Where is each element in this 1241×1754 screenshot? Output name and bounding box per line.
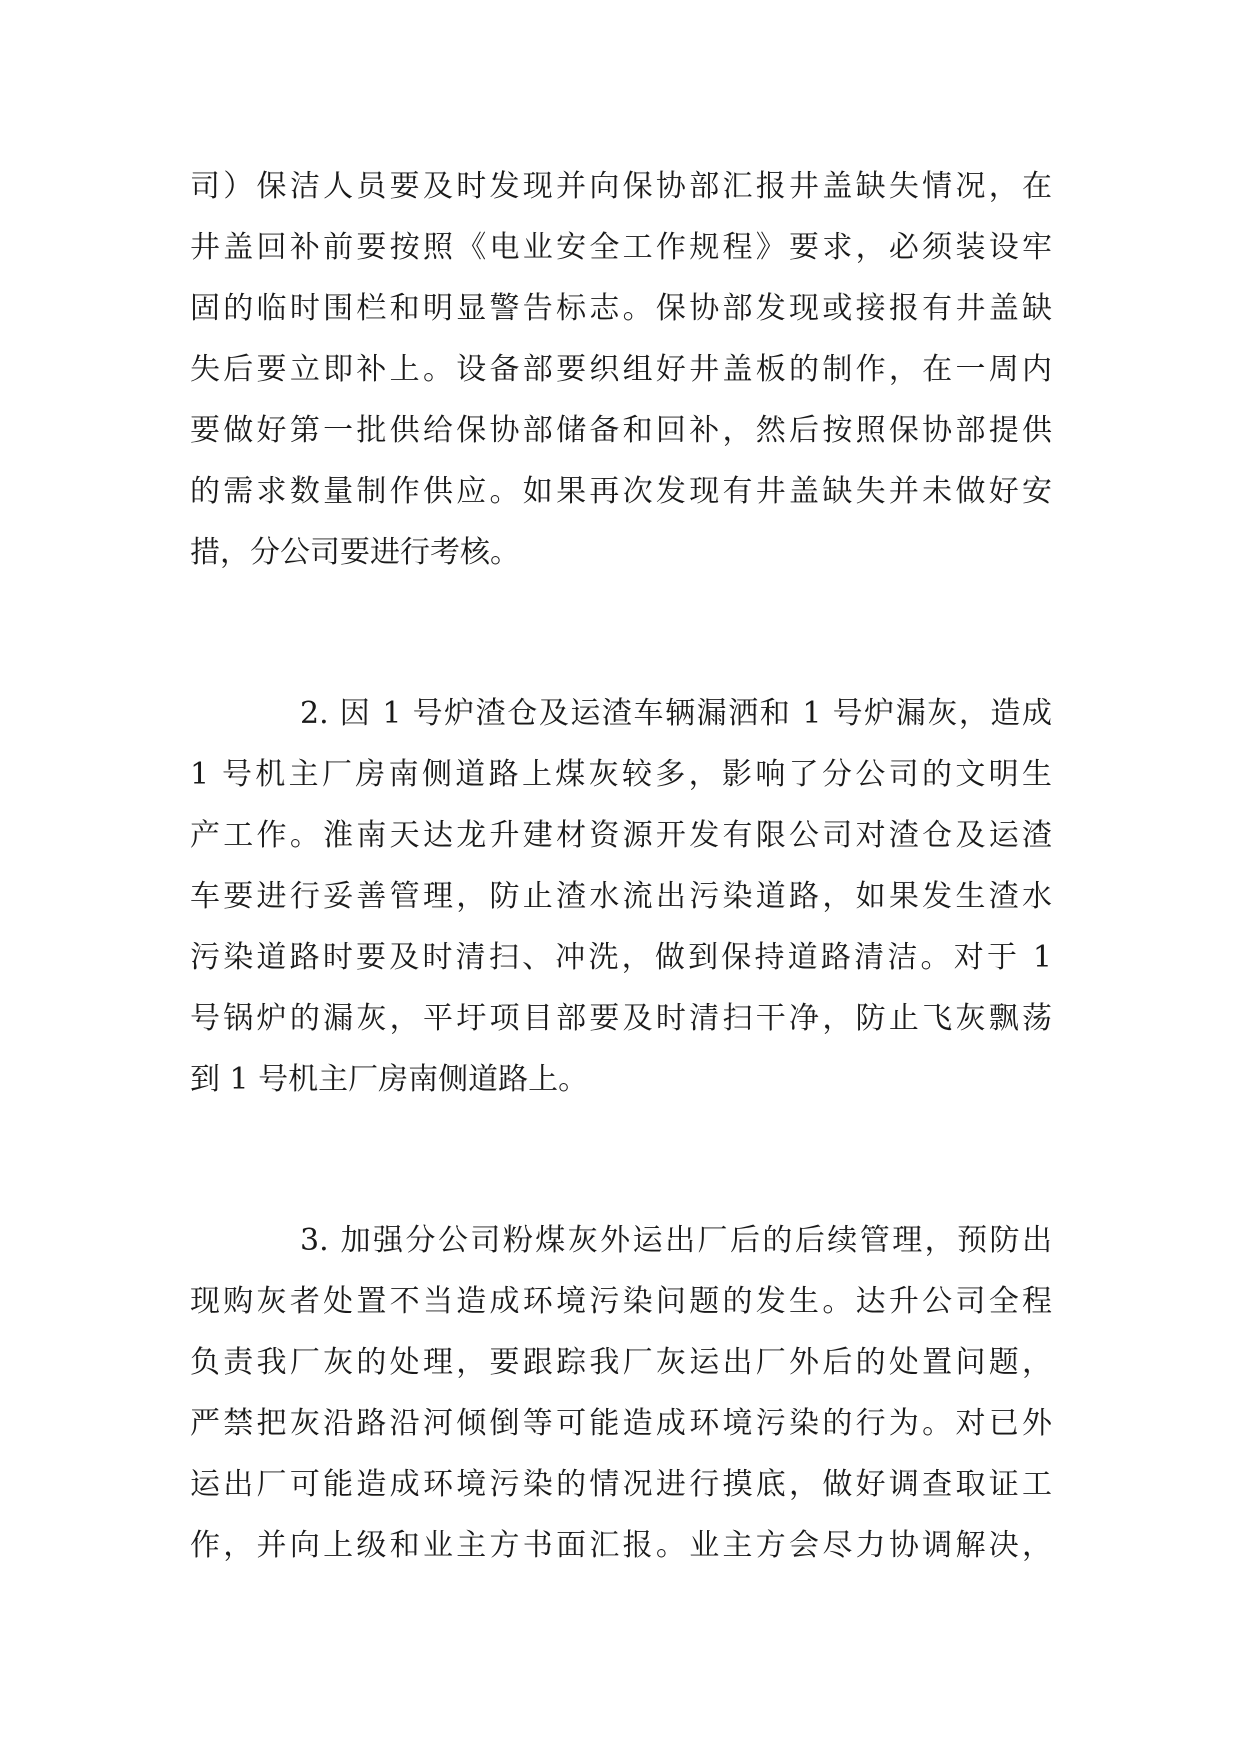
text-line: 措，分公司要进行考核。 — [190, 535, 520, 570]
text-line: 失后要立即补上。设备部要织组好井盖板的制作，在一周内 — [190, 352, 1052, 387]
paragraph-item-3 — [190, 1210, 1052, 1576]
text-line: 井盖回补前要按照《电业安全工作规程》要求，必须装设牢 — [190, 230, 1052, 265]
text-line: 司）保洁人员要及时发现并向保协部汇报井盖缺失情况，在 — [190, 169, 1052, 204]
text-line: 要做好第一批供给保协部储备和回补，然后按照保协部提供 — [190, 413, 1052, 448]
text-line: 到 1 号机主厂房南侧道路上。 — [190, 1062, 589, 1097]
text-line: 号锅炉的漏灰，平圩项目部要及时清扫干净，防止飞灰飘荡 — [190, 1001, 1052, 1036]
text-line: 污染道路时要及时清扫、冲洗，做到保持道路清洁。对于 1 — [190, 940, 1052, 975]
text-line: 作，并向上级和业主方书面汇报。业主方会尽力协调解决， — [190, 1528, 1052, 1563]
text-line: 负责我厂灰的处理，要跟踪我厂灰运出厂外后的处置问题， — [190, 1345, 1052, 1380]
text-line: 产工作。淮南天达龙升建材资源开发有限公司对渣仓及运渣 — [190, 818, 1052, 853]
text-line: 的需求数量制作供应。如果再次发现有井盖缺失并未做好安 — [190, 474, 1052, 509]
paragraph-manhole-cover — [190, 156, 1052, 583]
text-line: 车要进行妥善管理，防止渣水流出污染道路，如果发生渣水 — [190, 879, 1052, 914]
text-line: 3. 加强分公司粉煤灰外运出厂后的后续管理，预防出 — [300, 1223, 1052, 1258]
text-line: 现购灰者处置不当造成环境污染问题的发生。达升公司全程 — [190, 1284, 1052, 1319]
text-line: 1 号机主厂房南侧道路上煤灰较多，影响了分公司的文明生 — [190, 757, 1052, 792]
text-line: 固的临时围栏和明显警告标志。保协部发现或接报有井盖缺 — [190, 291, 1052, 326]
paragraph-item-2 — [190, 683, 1052, 1110]
text-line: 2. 因 1 号炉渣仓及运渣车辆漏洒和 1 号炉漏灰，造成 — [300, 696, 1052, 731]
text-line: 严禁把灰沿路沿河倾倒等可能造成环境污染的行为。对已外 — [190, 1406, 1052, 1441]
text-line: 运出厂可能造成环境污染的情况进行摸底，做好调查取证工 — [190, 1467, 1052, 1502]
